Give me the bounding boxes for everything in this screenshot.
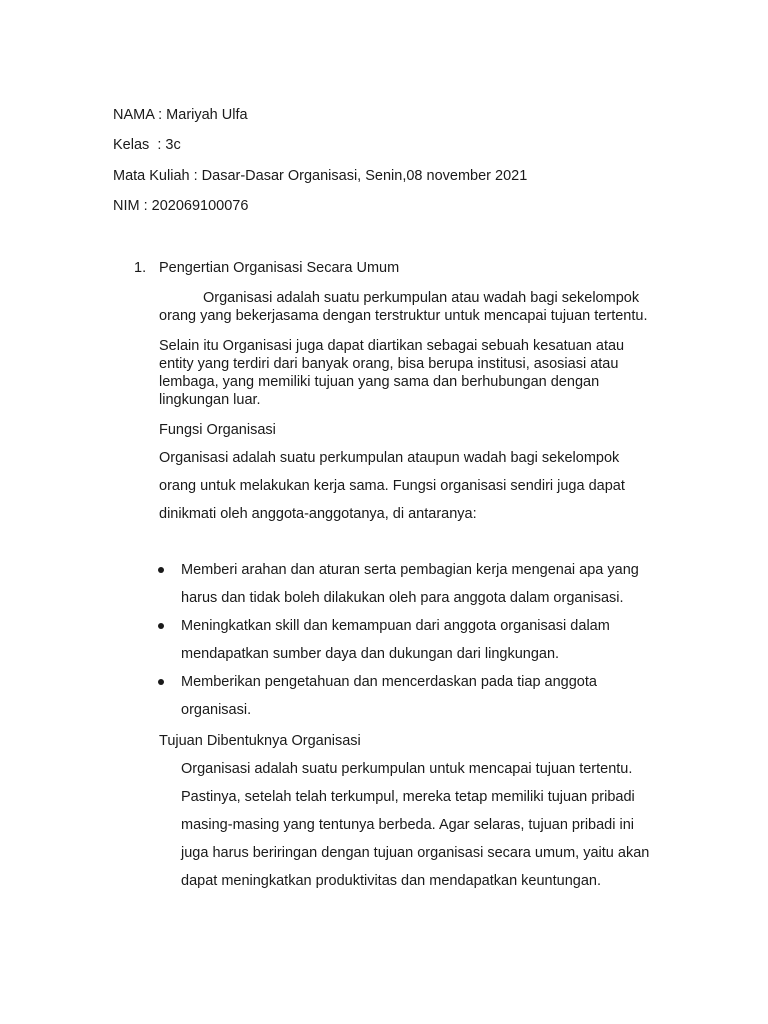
subheading-fungsi: Fungsi Organisasi bbox=[159, 422, 276, 438]
section-number: 1. bbox=[134, 260, 147, 276]
paragraph-line: orang untuk melakukan kerja sama. Fungsi organisasi sendiri juga dapat bbox=[159, 478, 625, 494]
list-item: organisasi. bbox=[181, 702, 252, 718]
paragraph-line: Organisasi adalah suatu perkumpulan ataupun wadah bagi sekelompok bbox=[159, 450, 620, 466]
paragraph-line: Pastinya, setelah telah terkumpul, mereka tetap memiliki tujuan pribadi bbox=[181, 789, 635, 805]
list-item: Meningkatkan skill dan kemampuan dari anggota organisasi dalam bbox=[181, 618, 610, 634]
subheading-tujuan: Tujuan Dibentuknya Organisasi bbox=[159, 733, 361, 749]
student-id: NIM : 202069100076 bbox=[113, 198, 249, 214]
paragraph-line: Selain itu Organisasi juga dapat diartikan sebagai sebuah kesatuan atau bbox=[159, 338, 625, 354]
list-item: harus dan tidak boleh dilakukan oleh para anggota dalam organisasi. bbox=[181, 590, 624, 606]
paragraph-line: entity yang terdiri dari banyak orang, bisa berupa institusi, asosiasi atau bbox=[159, 356, 619, 372]
list-item: mendapatkan sumber daya dan dukungan dari lingkungan. bbox=[181, 646, 560, 662]
paragraph-line: masing-masing yang tentunya berbeda. Agar selaras, tujuan pribadi ini bbox=[181, 817, 634, 833]
paragraph-line: Organisasi adalah suatu perkumpulan untuk mencapai tujuan tertentu. bbox=[181, 761, 633, 777]
course-info: Mata Kuliah : Dasar-Dasar Organisasi, Senin,08 november 2021 bbox=[113, 168, 528, 184]
paragraph-line: dapat meningkatkan produktivitas dan mendapatkan keuntungan. bbox=[181, 873, 601, 889]
bullet-dot bbox=[158, 623, 164, 629]
paragraph-line: lembaga, yang memiliki tujuan yang sama dan berhubungan dengan bbox=[159, 374, 600, 390]
list-item: Memberikan pengetahuan dan mencerdaskan pada tiap anggota bbox=[181, 674, 597, 690]
student-name: NAMA : Mariyah Ulfa bbox=[113, 107, 248, 123]
paragraph-line: dinikmati oleh anggota-anggotanya, di antaranya: bbox=[159, 506, 477, 522]
section-title: Pengertian Organisasi Secara Umum bbox=[159, 260, 400, 276]
paragraph-line: lingkungan luar. bbox=[159, 392, 261, 408]
bullet-dot bbox=[158, 567, 164, 573]
paragraph-line: juga harus beriringan dengan tujuan organisasi secara umum, yaitu akan bbox=[181, 845, 650, 861]
paragraph-line: Organisasi adalah suatu perkumpulan atau wadah bagi sekelompok bbox=[203, 290, 640, 306]
list-item: Memberi arahan dan aturan serta pembagian kerja mengenai apa yang bbox=[181, 562, 639, 578]
bullet-dot bbox=[158, 679, 164, 685]
student-class: Kelas : 3c bbox=[113, 137, 181, 153]
paragraph-line: orang yang bekerjasama dengan terstruktur untuk mencapai tujuan tertentu. bbox=[159, 308, 648, 324]
